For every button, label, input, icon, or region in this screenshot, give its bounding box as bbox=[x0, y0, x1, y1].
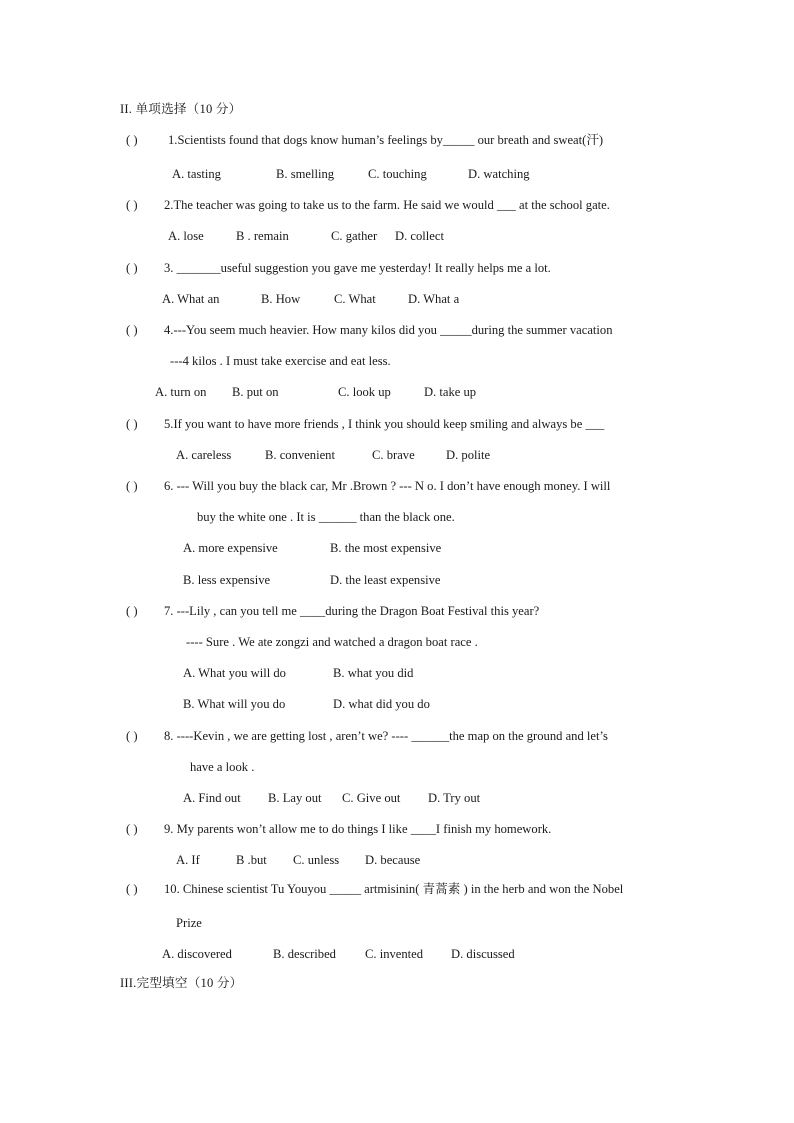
question-stem-continued: have a look . bbox=[190, 760, 255, 774]
option-c[interactable]: C. Give out bbox=[342, 791, 401, 805]
question-stem: 7. ---Lily , can you tell me ____during the Dragon Boat Festival this year? bbox=[164, 604, 540, 618]
option-a[interactable]: A. What an bbox=[162, 292, 220, 306]
option-b[interactable]: B. Lay out bbox=[268, 791, 322, 805]
option-b[interactable]: B. smelling bbox=[276, 167, 335, 181]
option-b[interactable]: B .but bbox=[236, 853, 267, 867]
question-stem: 4.---You seem much heavier. How many kilos did you _____during the summer vacation bbox=[164, 323, 613, 337]
option-d[interactable]: D. take up bbox=[424, 385, 477, 399]
answer-paren[interactable]: ( ) bbox=[126, 261, 138, 275]
question-stem-continued: Prize bbox=[176, 916, 202, 930]
option-c[interactable]: B. What will you do bbox=[183, 697, 286, 711]
section-3-title: III.完型填空（10 分） bbox=[120, 976, 243, 990]
answer-paren[interactable]: ( ) bbox=[126, 417, 138, 431]
option-d[interactable]: D. What a bbox=[408, 292, 460, 306]
option-b[interactable]: B. put on bbox=[232, 385, 279, 399]
answer-paren[interactable]: ( ) bbox=[126, 604, 138, 618]
question-stem: 8. ----Kevin , we are getting lost , aren’t we? ---- ______the map on the ground and let’s bbox=[164, 729, 608, 743]
option-a[interactable]: A. more expensive bbox=[183, 541, 278, 555]
question-stem: 5.If you want to have more friends , I think you should keep smiling and always be ___ bbox=[164, 417, 605, 431]
question-stem: 10. Chinese scientist Tu Youyou _____ artmisinin( 青蒿素 ) in the herb and won the Nobel bbox=[164, 882, 624, 896]
option-a[interactable]: A. careless bbox=[176, 448, 232, 462]
option-a[interactable]: A. lose bbox=[168, 229, 204, 243]
option-b[interactable]: B. How bbox=[261, 292, 301, 306]
option-c[interactable]: C. invented bbox=[365, 947, 424, 961]
option-b[interactable]: B. the most expensive bbox=[330, 541, 442, 555]
answer-paren[interactable]: ( ) bbox=[126, 882, 138, 896]
option-b[interactable]: B. described bbox=[273, 947, 336, 961]
option-b[interactable]: B. convenient bbox=[265, 448, 335, 462]
question-stem: 9. My parents won’t allow me to do things I like ____I finish my homework. bbox=[164, 822, 552, 836]
option-a[interactable]: A. discovered bbox=[162, 947, 232, 961]
answer-paren[interactable]: ( ) bbox=[126, 198, 138, 212]
question-stem-continued: ---4 kilos . I must take exercise and eat less. bbox=[170, 354, 391, 368]
answer-paren[interactable]: ( ) bbox=[126, 479, 138, 493]
option-a[interactable]: A. If bbox=[176, 853, 200, 867]
option-c[interactable]: B. less expensive bbox=[183, 573, 271, 587]
answer-paren[interactable]: ( ) bbox=[126, 729, 138, 743]
option-c[interactable]: C. look up bbox=[338, 385, 391, 399]
option-d[interactable]: D. Try out bbox=[428, 791, 481, 805]
question-stem: 1.Scientists found that dogs know human’s feelings by_____ our breath and sweat(汗) bbox=[168, 133, 604, 147]
answer-paren[interactable]: ( ) bbox=[126, 822, 138, 836]
option-d[interactable]: D. because bbox=[365, 853, 421, 867]
option-c[interactable]: C. unless bbox=[293, 853, 340, 867]
option-d[interactable]: D. polite bbox=[446, 448, 491, 462]
question-stem-continued: ---- Sure . We ate zongzi and watched a dragon boat race . bbox=[186, 635, 478, 649]
option-c[interactable]: C. gather bbox=[331, 229, 378, 243]
option-b[interactable]: B. what you did bbox=[333, 666, 414, 680]
option-a[interactable]: A. Find out bbox=[183, 791, 241, 805]
option-a[interactable]: A. tasting bbox=[172, 167, 221, 181]
option-d[interactable]: D. the least expensive bbox=[330, 573, 441, 587]
option-a[interactable]: A. turn on bbox=[155, 385, 207, 399]
answer-paren[interactable]: ( ) bbox=[126, 323, 138, 337]
section-2-title: II. 单项选择（10 分） bbox=[120, 102, 242, 116]
option-a[interactable]: A. What you will do bbox=[183, 666, 286, 680]
option-b[interactable]: B . remain bbox=[236, 229, 289, 243]
question-stem: 2.The teacher was going to take us to the farm. He said we would ___ at the school gate. bbox=[164, 198, 610, 212]
option-d[interactable]: D. collect bbox=[395, 229, 444, 243]
option-c[interactable]: C. touching bbox=[368, 167, 427, 181]
option-d[interactable]: D. discussed bbox=[451, 947, 515, 961]
answer-paren[interactable]: ( ) bbox=[126, 133, 138, 147]
option-c[interactable]: C. brave bbox=[372, 448, 415, 462]
question-stem: 3. _______useful suggestion you gave me yesterday! It really helps me a lot. bbox=[164, 261, 551, 275]
option-c[interactable]: C. What bbox=[334, 292, 376, 306]
option-d[interactable]: D. watching bbox=[468, 167, 530, 181]
question-stem: 6. --- Will you buy the black car, Mr .Brown ? --- N o. I don’t have enough money. I will bbox=[164, 479, 611, 493]
option-d[interactable]: D. what did you do bbox=[333, 697, 430, 711]
question-stem-continued: buy the white one . It is ______ than the black one. bbox=[197, 510, 455, 524]
